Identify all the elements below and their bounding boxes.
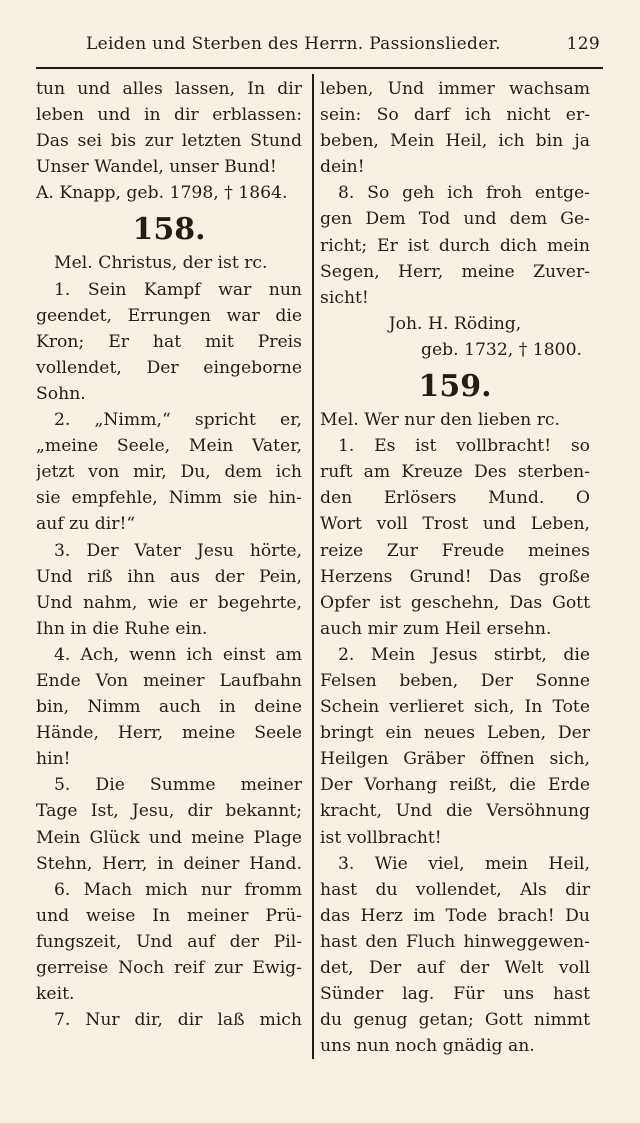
verse-line: keit. bbox=[36, 984, 75, 1005]
verse-line: det, Der auf der Welt voll bbox=[320, 958, 590, 978]
verse-line: 4. Ach, wenn ich einst am bbox=[54, 644, 302, 665]
header-rule bbox=[36, 67, 603, 69]
text-line: dein! bbox=[320, 157, 365, 178]
verse-line: ist vollbracht! bbox=[320, 827, 442, 848]
hymn-number: 159. bbox=[418, 369, 492, 405]
verse-line: Schein verlieret sich, In Tote bbox=[320, 697, 590, 718]
page-number: 129 bbox=[566, 34, 600, 54]
verse-line: Mein Glück und meine Plage bbox=[36, 827, 302, 848]
verse-line: Ende Von meiner Laufbahn bbox=[36, 670, 302, 691]
text-line: Das sei bis zur letzten Stund bbox=[36, 131, 302, 152]
verse-line: hin! bbox=[36, 749, 71, 770]
verse-line: Sohn. bbox=[36, 383, 86, 404]
verse-line: Hände, Herr, meine Seele bbox=[36, 723, 302, 744]
verse-line: Kron; Er hat mit Preis bbox=[36, 331, 302, 352]
verse-line: Ihn in die Ruhe ein. bbox=[36, 618, 208, 639]
running-title: Leiden und Sterben des Herrn. Passionslieder. bbox=[86, 34, 501, 54]
verse-line: kracht, Und die Versöhnung bbox=[320, 801, 590, 822]
verse-line: 2. Mein Jesus stirbt, die bbox=[338, 644, 590, 665]
verse-line: Wort voll Trost und Leben, bbox=[320, 514, 590, 535]
verse-line: Und nahm, wie er begehrte, bbox=[36, 592, 302, 613]
verse-line: Herzens Grund! Das große bbox=[320, 566, 590, 587]
text-line: leben, Und immer wachsam bbox=[320, 79, 590, 99]
verse-line: Stehn, Herr, in deiner Hand. bbox=[36, 853, 302, 874]
verse-line: Opfer ist geschehn, Das Gott bbox=[320, 592, 590, 613]
verse-line: jetzt von mir, Du, dem ich bbox=[36, 462, 302, 483]
verse-line: geendet, Errungen war die bbox=[36, 305, 302, 326]
melody-line: Mel. Christus, der ist rc. bbox=[54, 253, 268, 274]
text-line: richt; Er ist durch dich mein bbox=[320, 235, 590, 256]
verse-line: das Herz im Tode brach! Du bbox=[320, 905, 590, 926]
text-line: Segen, Herr, meine Zuver- bbox=[320, 261, 590, 282]
verse-line: uns nun noch gnädig an. bbox=[320, 1036, 535, 1057]
verse-line: 6. Mach mich nur fromm bbox=[54, 879, 302, 900]
text-line: 8. So geh ich froh entge- bbox=[338, 183, 590, 204]
hymn-attribution: A. Knapp, geb. 1798, † 1864. bbox=[36, 183, 288, 204]
verse-line: fungszeit, Und auf der Pil- bbox=[36, 931, 302, 952]
verse-line: Tage Ist, Jesu, dir bekannt; bbox=[36, 801, 302, 822]
verse-line: 2. „Nimm,“ spricht er, bbox=[54, 410, 302, 431]
text-line: sein: So darf ich nicht er- bbox=[320, 105, 590, 126]
verse-line: hast du vollendet, Als dir bbox=[320, 879, 590, 900]
verse-line: du genug getan; Gott nimmt bbox=[320, 1010, 590, 1031]
left-column bbox=[36, 76, 302, 1033]
verse-line: reize Zur Freude meines bbox=[320, 540, 590, 561]
text-line: tun und alles lassen, In dir bbox=[36, 79, 302, 99]
verse-line: ruft am Kreuze Des sterben- bbox=[320, 462, 590, 483]
text-line: Unser Wandel, unser Bund! bbox=[36, 157, 277, 178]
verse-line: 7. Nur dir, dir laß mich bbox=[54, 1010, 302, 1031]
verse-line: Felsen beben, Der Sonne bbox=[320, 670, 590, 691]
verse-line: Und riß ihn aus der Pein, bbox=[36, 566, 302, 587]
hymn-number: 158. bbox=[132, 212, 206, 248]
verse-line: bringt ein neues Leben, Der bbox=[320, 723, 590, 744]
verse-line: bin, Nimm auch in deine bbox=[36, 697, 302, 718]
verse-line: Der Vorhang reißt, die Erde bbox=[320, 775, 590, 796]
verse-line: 1. Es ist vollbracht! so bbox=[338, 436, 590, 457]
hymn-attribution: Joh. H. Röding, bbox=[388, 313, 522, 334]
verse-line: „meine Seele, Mein Vater, bbox=[36, 436, 302, 457]
text-line: beben, Mein Heil, ich bin ja bbox=[320, 131, 590, 152]
verse-line: 5. Die Summe meiner bbox=[54, 775, 302, 796]
verse-line: gerreise Noch reif zur Ewig- bbox=[36, 958, 302, 978]
verse-line: Heilgen Gräber öffnen sich, bbox=[320, 749, 590, 770]
verse-line: Sünder lag. Für uns hast bbox=[320, 984, 590, 1005]
verse-line: auch mir zum Heil ersehn. bbox=[320, 618, 552, 639]
text-line: gen Dem Tod und dem Ge- bbox=[320, 209, 590, 230]
verse-line: vollendet, Der eingeborne bbox=[36, 357, 302, 378]
verse-line: 1. Sein Kampf war nun bbox=[54, 279, 302, 300]
verse-line: 3. Wie viel, mein Heil, bbox=[338, 853, 590, 874]
hymn-attribution: geb. 1732, † 1800. bbox=[420, 339, 582, 360]
verse-line: sie empfehle, Nimm sie hin- bbox=[36, 488, 302, 509]
column-divider bbox=[312, 74, 314, 1059]
running-header bbox=[86, 34, 600, 60]
text-line: sicht! bbox=[320, 287, 369, 308]
verse-line: und weise In meiner Prü- bbox=[36, 905, 302, 926]
text-line: leben und in dir erblassen: bbox=[36, 105, 302, 126]
verse-line: 3. Der Vater Jesu hörte, bbox=[54, 540, 302, 561]
melody-line: Mel. Wer nur den lieben rc. bbox=[320, 410, 561, 431]
right-column bbox=[320, 76, 590, 1059]
verse-line: auf zu dir!“ bbox=[36, 514, 136, 535]
verse-line: hast den Fluch hinweggewen- bbox=[320, 931, 590, 952]
verse-line: den Erlösers Mund. O bbox=[320, 488, 590, 509]
